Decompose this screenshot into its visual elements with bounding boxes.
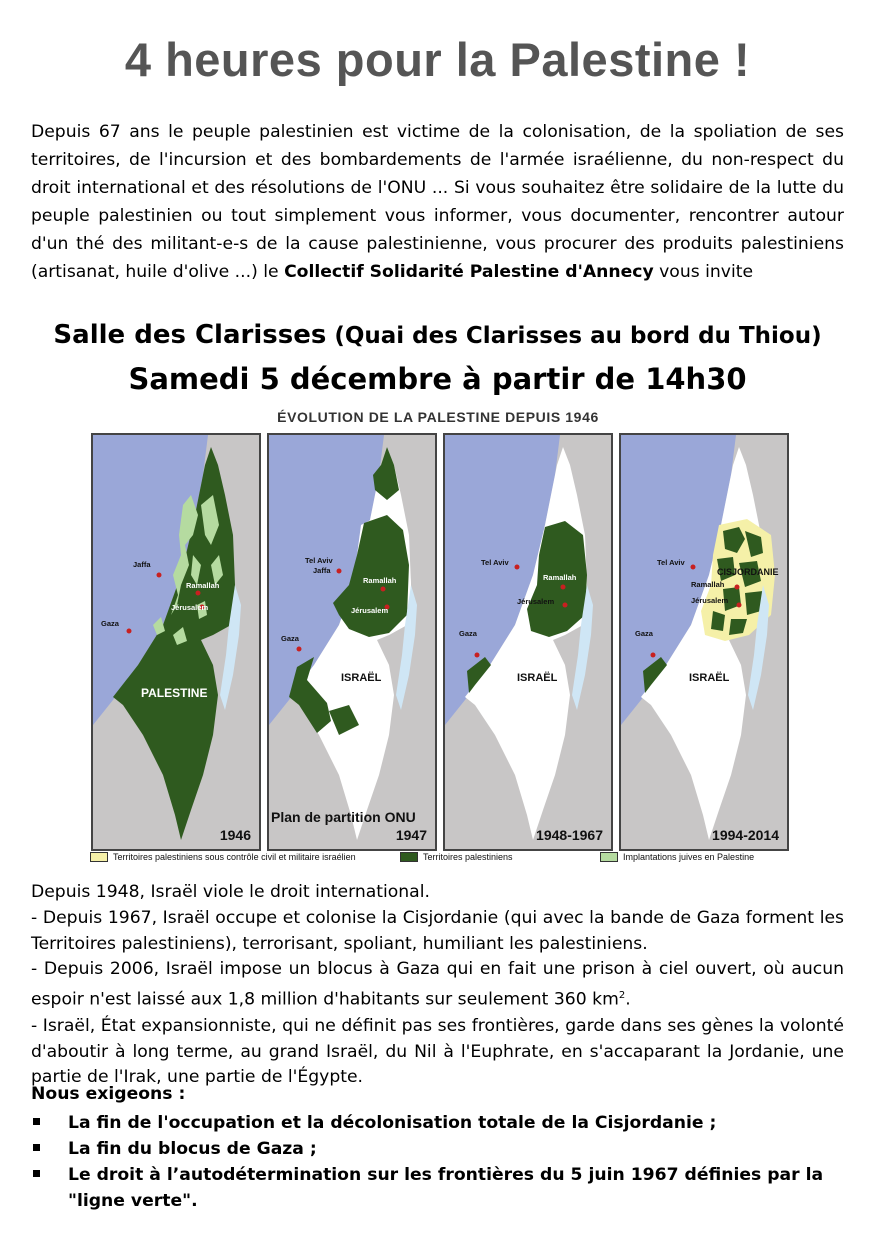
city-label-tel-aviv: Tel Aviv bbox=[305, 556, 333, 565]
legend-swatch-dark-green bbox=[400, 852, 418, 862]
city-label-tel-aviv: Tel Aviv bbox=[481, 558, 509, 567]
map-1994-2014 bbox=[621, 435, 787, 849]
city-label-gaza: Gaza bbox=[635, 629, 653, 638]
venue-name: Salle des Clarisses bbox=[53, 320, 327, 350]
city-label-ramallah: Ramallah bbox=[186, 581, 220, 590]
city-label-jaffa: Jaffa bbox=[133, 560, 151, 569]
city-label-jerusalem: Jérusalem bbox=[691, 596, 729, 605]
city-label-ramallah: Ramallah bbox=[363, 576, 397, 585]
region-label-israel: ISRAËL bbox=[689, 672, 730, 684]
map-legend bbox=[88, 852, 788, 866]
intro-text: Depuis 67 ans le peuple palestinien est victime de la colonisation, de la spoliation de ses territoires, de l'incursion et des bombardements de l'armée israélienne, du non-respect du droit international et des résolutions de l'ONU ... Si vous souhaitez être solidaire de la lutte du peuple palestinien ou tout simplement vous informer, vous documenter, rencontrer autour d'un thé des militant-e-s de la cause palestinienne, vous procurer des produits palestiniens (artisanat, huile d'olive ...) le bbox=[31, 122, 844, 282]
palestine-evolution-figure bbox=[88, 406, 788, 866]
city-label-ramallah: Ramallah bbox=[543, 573, 577, 582]
demand-item bbox=[31, 1162, 844, 1214]
venue-detail: (Quai des Clarisses au bord du Thiou) bbox=[326, 323, 822, 349]
organizer-name: Collectif Solidarité Palestine d'Annecy bbox=[284, 262, 654, 282]
fact-line-4: - Israël, État expansionniste, qui ne définit pas ses frontières, garde dans ses gènes la volonté d'aboutir à long terme, au grand Israël, du Nil à l'Euphrate, en s'accaparant la Jordanie, une partie de l'Irak, une partie de l'Égypte. bbox=[31, 1015, 844, 1088]
legend-item-settlements bbox=[600, 852, 754, 862]
bullet-icon bbox=[33, 1118, 40, 1125]
legend-label: Territoires palestiniens bbox=[423, 852, 513, 862]
demand-text: La fin de l'occupation et la décolonisation totale de la Cisjordanie ; bbox=[68, 1113, 717, 1133]
region-label-israel: ISRAËL bbox=[341, 672, 382, 684]
legend-swatch-light-green bbox=[600, 852, 618, 862]
partition-plan-caption: Plan de partition ONU bbox=[271, 809, 416, 825]
page-title: 4 heures pour la Palestine ! bbox=[124, 33, 751, 86]
area-label-cisjordanie: CISJORDANIE bbox=[717, 567, 779, 577]
legend-label: Territoires palestiniens sous contrôle civil et militaire israélien bbox=[113, 852, 356, 862]
legend-item-palestinian-territories bbox=[400, 852, 513, 862]
facts-paragraph bbox=[31, 880, 844, 1091]
fact-line-3-end: . bbox=[625, 989, 631, 1010]
map-year-1947: 1947 bbox=[395, 827, 427, 843]
legend-label: Implantations juives en Palestine bbox=[623, 852, 755, 862]
demand-item bbox=[31, 1136, 844, 1162]
demands-list bbox=[31, 1110, 844, 1214]
map-panel-1947 bbox=[267, 433, 437, 851]
event-date: Samedi 5 décembre à partir de 14h30 bbox=[128, 362, 747, 396]
city-label-tel-aviv: Tel Aviv bbox=[657, 558, 685, 567]
demand-text: Le droit à l’autodétermination sur les frontières du 5 juin 1967 définies par la "ligne verte". bbox=[68, 1165, 824, 1211]
map-1948-1967 bbox=[445, 435, 611, 849]
city-label-gaza: Gaza bbox=[281, 634, 299, 643]
intro-paragraph bbox=[31, 118, 844, 286]
map-1946 bbox=[93, 435, 259, 849]
demands-heading: Nous exigeons : bbox=[31, 1084, 186, 1104]
city-label-jerusalem: Jérusalem bbox=[171, 603, 209, 612]
city-label-gaza: Gaza bbox=[101, 619, 119, 628]
city-label-jaffa: Jaffa bbox=[313, 566, 331, 575]
map-panel-1948-1967 bbox=[443, 433, 613, 851]
intro-text-end: vous invite bbox=[653, 262, 754, 282]
bullet-icon bbox=[33, 1170, 40, 1177]
legend-item-controlled-territories bbox=[90, 852, 356, 862]
map-panel-1994-2014 bbox=[619, 433, 789, 851]
city-label-gaza: Gaza bbox=[459, 629, 477, 638]
city-label-ramallah: Ramallah bbox=[691, 580, 725, 589]
fact-line-3 bbox=[31, 957, 844, 1013]
map-year-1946: 1946 bbox=[219, 827, 251, 843]
fact-line-1: Depuis 1948, Israël viole le droit international. bbox=[31, 882, 430, 902]
fact-line-2: - Depuis 1967, Israël occupe et colonise la Cisjordanie (qui avec la bande de Gaza forment les Territoires palestiniens), terrorisant, spoliant, humiliant les palestiniens. bbox=[31, 907, 844, 954]
demand-item bbox=[31, 1110, 844, 1136]
map-year-1948-1967: 1948-1967 bbox=[536, 827, 603, 843]
region-label-israel: ISRAËL bbox=[517, 672, 558, 684]
event-venue bbox=[0, 320, 875, 350]
map-1947 bbox=[269, 435, 435, 849]
demand-text: La fin du blocus de Gaza ; bbox=[68, 1139, 317, 1159]
bullet-icon bbox=[33, 1144, 40, 1151]
fact-line-3-text: - Depuis 2006, Israël impose un blocus à Gaza qui en fait une prison à ciel ouvert, où aucun espoir n'est laissé aux 1,8 million d'habitants sur seulement 360 km bbox=[31, 959, 844, 1010]
legend-swatch-yellow bbox=[90, 852, 108, 862]
superscript-2: 2 bbox=[618, 990, 626, 1002]
map-year-1994-2014: 1994-2014 bbox=[712, 827, 779, 843]
map-panel-1946 bbox=[91, 433, 261, 851]
city-label-jerusalem: Jérusalem bbox=[517, 597, 555, 606]
region-label-palestine: PALESTINE bbox=[141, 686, 208, 700]
figure-title: ÉVOLUTION DE LA PALESTINE DEPUIS 1946 bbox=[277, 409, 599, 425]
city-label-jerusalem: Jérusalem bbox=[351, 606, 389, 615]
